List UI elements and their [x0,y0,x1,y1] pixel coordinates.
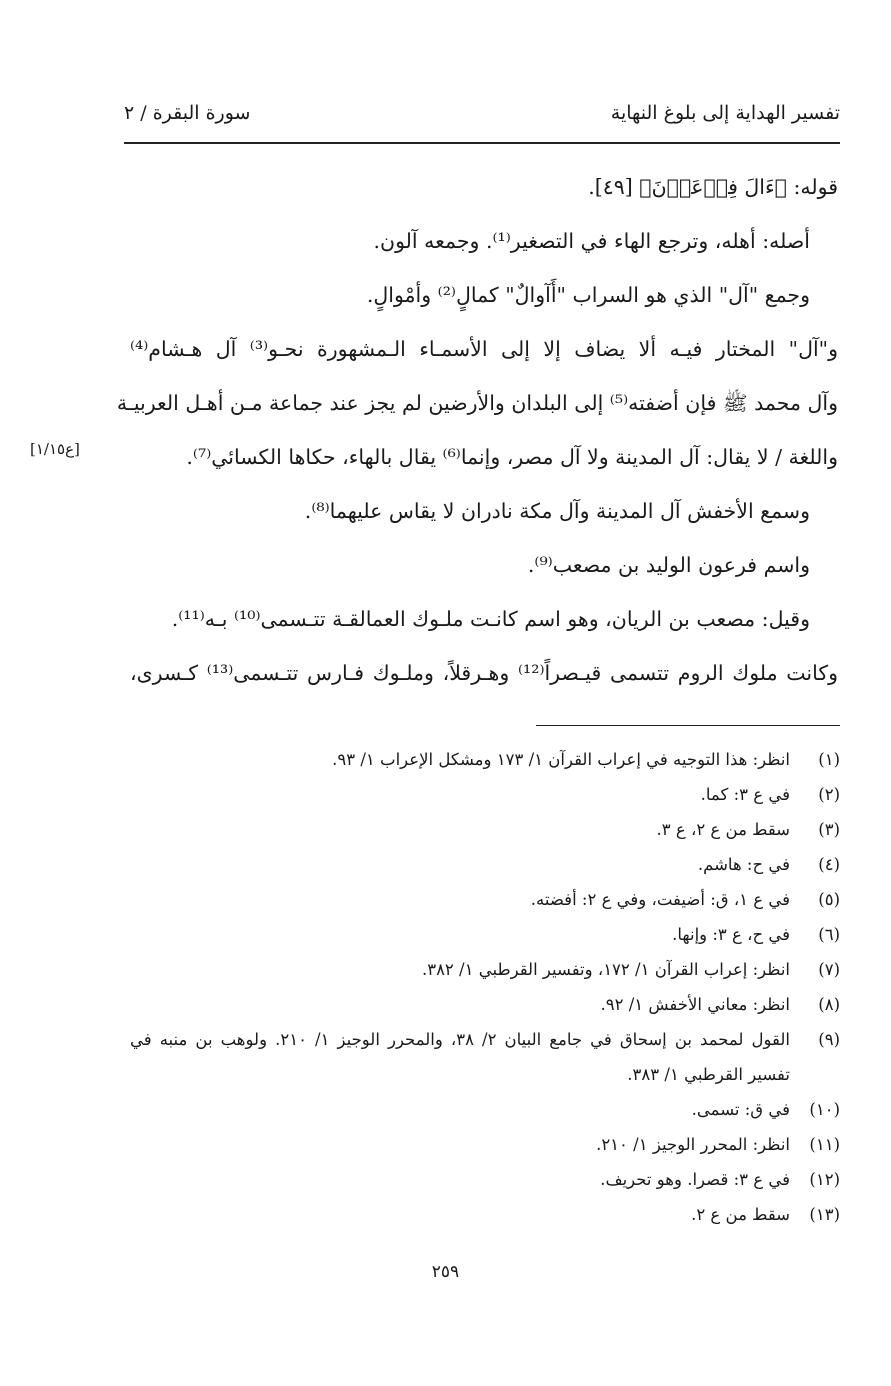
footnote-text: في ح: هاشم. [697,855,790,874]
footnote-number: (٧) [818,960,840,979]
footnote-number: (٥) [818,890,840,909]
footnote-item [130,952,840,987]
footnote-number: (٩) [818,1030,840,1049]
footnote-text: في ع ٣: كما. [700,785,790,804]
footnote-number: (٨) [818,995,840,1014]
footnote-item [130,882,840,917]
footnote-number: (٣) [818,820,840,839]
text-line: واسم فرعون الوليد بن مصعب⁽⁹⁾. [527,553,810,577]
footnote-item [130,1162,840,1197]
footnote-text: سقط من ع ٢. [691,1205,790,1224]
footnote-text: في ح، ع ٣: وإنها. [672,925,790,944]
footnote-item [130,1127,840,1162]
footnote-text: انظر: إعراب القرآن ١/ ١٧٢، وتفسير القرطبي ١/ ٣٨٢. [421,960,790,979]
footnote-number: (١٣) [809,1205,840,1224]
footnote-text: في ع ٣: قصرا. وهو تحريف. [600,1170,790,1189]
footnote-number: (١٠) [809,1100,840,1119]
footnote-text: القول لمحمد بن إسحاق في جامع البيان ٢/ ٣٨، والمحرر الوجيز ١/ ٢١٠. ولوهب بن منبه في تفسير القرطبي ١/ ٣٨٣. [130,1030,790,1084]
footnote-item [130,917,840,952]
footnote-item [130,1022,840,1092]
footnote-item [130,987,840,1022]
footnote-text: في ق: تسمى. [691,1100,790,1119]
footnotes [130,742,840,1232]
footnote-item [130,777,840,812]
footnote-item [130,847,840,882]
footnote-item [130,812,840,847]
footnote-rule [536,725,840,726]
text-line: وسمع الأخفش آل المدينة وآل مكة نادران لا يقاس عليهما⁽⁸⁾. [304,499,810,523]
text-line: واللغة / لا يقال: آل المدينة ولا آل مصر، وإنما⁽⁶⁾ يقال بالهاء، حكاها الكسائي⁽⁷⁾. [186,445,838,469]
text-line: أصله: أهله، وترجع الهاء في التصغير⁽¹⁾. وجمعه آلون. [373,229,810,253]
header-rule [124,142,840,144]
footnote-text: انظر: هذا التوجيه في إعراب القرآن ١/ ١٧٣ ومشكل الإعراب ١/ ٩٣. [332,750,790,769]
text-line: وجمع "آل" الذي هو السراب "أَآوالٌ" كمالٍ⁽²⁾ وأمْوالٍ. [366,283,810,307]
footnote-item [130,1092,840,1127]
footnote-number: (١٢) [809,1170,840,1189]
footnote-item [130,1197,840,1232]
footnote-text: انظر: المحرر الوجيز ١/ ٢١٠. [596,1135,790,1154]
footnote-item [130,742,840,777]
footnote-text: انظر: معاني الأخفش ١/ ٩٢. [600,995,790,1014]
footnote-number: (١) [818,750,840,769]
surah-label: سورة البقرة / ٢ [124,102,251,124]
text-line: وآل محمد ﷺ فإن أضفته⁽⁵⁾ إلى البلدان والأرضين لم يجز عند جماعة مـن أهـل العربيـة [116,391,838,415]
text-line: وقيل: مصعب بن الريان، وهو اسم كانـت ملـوك العمالقـة تتـسمى⁽¹⁰⁾ بـه⁽¹¹⁾. [171,607,810,631]
footnote-number: (٤) [818,855,840,874]
body-text [116,165,838,705]
footnote-number: (٦) [818,925,840,944]
text-line: قوله: ﴿ءَالَ فِرۡعَوۡنَ﴾ [٤٩]. [588,175,838,199]
manuscript-margin-note: [ع١/١٥] [30,440,80,458]
running-header [124,102,840,136]
text-line: و"آل" المختار فيـه ألا يضاف إلا إلى الأسمـاء الـمشهورة نحـو⁽³⁾ آل هـشام⁽⁴⁾ [130,337,838,361]
footnote-number: (٢) [818,785,840,804]
footnote-text: سقط من ع ٢، ع ٣. [656,820,790,839]
page-number: ٢٥٩ [431,1262,460,1282]
book-title: تفسير الهداية إلى بلوغ النهاية [610,102,840,124]
footnote-number: (١١) [809,1135,840,1154]
footnote-text: في ع ١، ق: أضيفت، وفي ع ٢: أفضته. [530,890,790,909]
text-line: وكانت ملوك الروم تتسمى قيـصراً⁽¹²⁾ وهـرقلاً، وملـوك فـارس تتـسمى⁽¹³⁾ كـسرى، [130,661,838,685]
